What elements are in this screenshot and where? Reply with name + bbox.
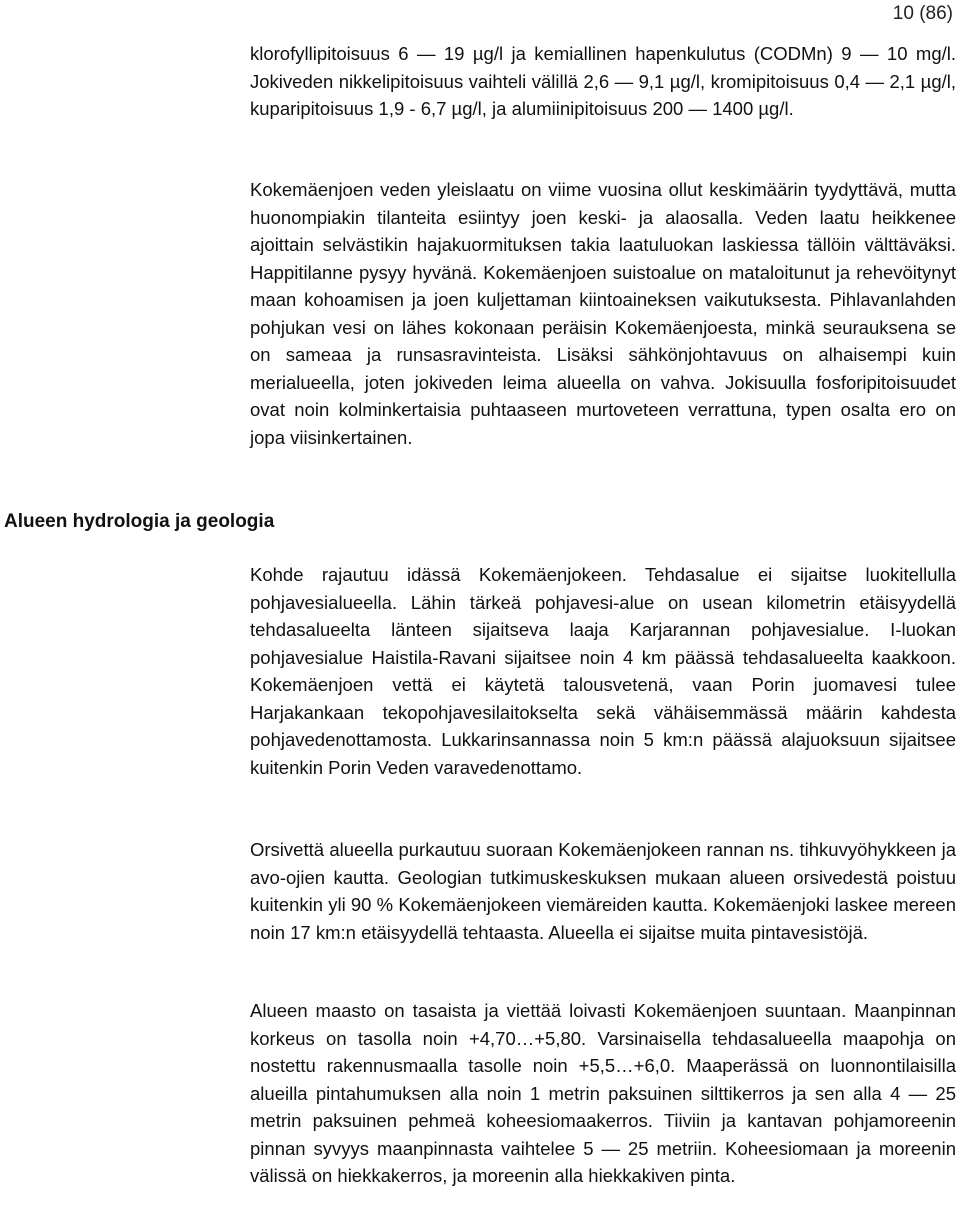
- paragraph-groundwater: [250, 561, 956, 781]
- section-heading: Alueen hydrologia ja geologia: [4, 511, 275, 532]
- paragraph-terrain-soil: [250, 997, 956, 1190]
- paragraph-river-quality: [250, 176, 956, 451]
- paragraph-water-quality-values: [250, 40, 956, 123]
- paragraph-text: Orsivettä alueella purkautuu suoraan Kokemäenjokeen rannan ns. tihkuvyöhykkeen ja avo-ojien kautta. Geologian tutkimuskeskuksen mukaan alueen orsivedestä poistuu kuitenkin yli 90 % Kokemäenjokeen viemäreiden kautta. Kokemäenjoki laskee mereen noin 17 km:n etäisyydellä tehtaasta. Alueella ei sijaitse muita pintavesistöjä.: [250, 839, 956, 943]
- paragraph-text: klorofyllipitoisuus 6 — 19 µg/l ja kemiallinen hapenkulutus (CODMn) 9 — 10 mg/l. Jokiveden nikkelipitoisuus vaihteli välillä 2,6 — 9,1 µg/l, kromipitoisuus 0,4 — 2,1 µg/l, kuparipitoisuus 1,9 - 6,7 µg/l, ja alumiinipitoisuus 200 — 1400 µg/l.: [250, 43, 956, 119]
- paragraph-perched-water: [250, 836, 956, 946]
- paragraph-text: Alueen maasto on tasaista ja viettää loivasti Kokemäenjoen suuntaan. Maanpinnan korkeus on tasolla noin +4,70…+5,80. Varsinaisella tehdasalueella maapohja on nostettu rakennusmaalla tasolle noin +5,5…+6,0. Maaperässä on luonnontilaisilla alueilla pintahumuksen alla noin 1 metrin paksuinen silttikerros ja sen alla 4 — 25 metrin paksuinen pehmeä koheesiomaakerros. Tiiviin ja kantavan pohjamoreenin pinnan syvyys maanpinnasta vaihtelee 5 — 25 metriin. Koheesiomaan ja moreenin välissä on hiekkakerros, ja moreenin alla hiekkakiven pinta.: [250, 1000, 956, 1186]
- paragraph-text: Kohde rajautuu idässä Kokemäenjokeen. Tehdasalue ei sijaitse luokitellulla pohjavesialueella. Lähin tärkeä pohjavesi-alue on usean kilometrin etäisyydellä tehdasalueelta länteen sijaitseva laaja Karjarannan pohjavesialue. I-luokan pohjavesialue Haistila-Ravani sijaitsee noin 4 km päässä tehdasalueelta kaakkoon. Kokemäenjoen vettä ei käytetä talousvetenä, vaan Porin juomavesi tulee Harjakankaan tekopohjavesilaitokselta sekä vähäisemmässä määrin kahdesta pohjavedenottamosta. Lukkarinsannassa noin 5 km:n päässä alajuoksuun sijaitsee kuitenkin Porin Veden varavedenottamo.: [250, 564, 956, 778]
- page-number: 10 (86): [892, 3, 953, 24]
- paragraph-text: Kokemäenjoen veden yleislaatu on viime vuosina ollut keskimäärin tyydyttävä, mutta huonompiakin tilanteita esiintyy joen keski- ja alaosalla. Veden laatu heikkenee ajoittain selvästikin hajakuormituksen takia laatuluokan laskiessa tällöin välttäväksi. Happitilanne pysyy hyvänä. Kokemäenjoen suistoalue on mataloitunut ja rehevöitynyt maan kohoamisen ja joen kuljettaman kiintoaineksen vaikutuksesta. Pihlavanlahden pohjukan vesi on lähes kokonaan peräisin Kokemäenjoesta, minkä seurauksena se on sameaa ja runsasravinteista. Lisäksi sähkönjohtavuus on alhaisempi kuin merialueella, joten jokiveden leima alueella on vahva. Jokisuulla fosforipitoisuudet ovat noin kolminkertaisia puhtaaseen murtoveteen verrattuna, typen osalta ero on jopa viisinkertainen.: [250, 179, 956, 448]
